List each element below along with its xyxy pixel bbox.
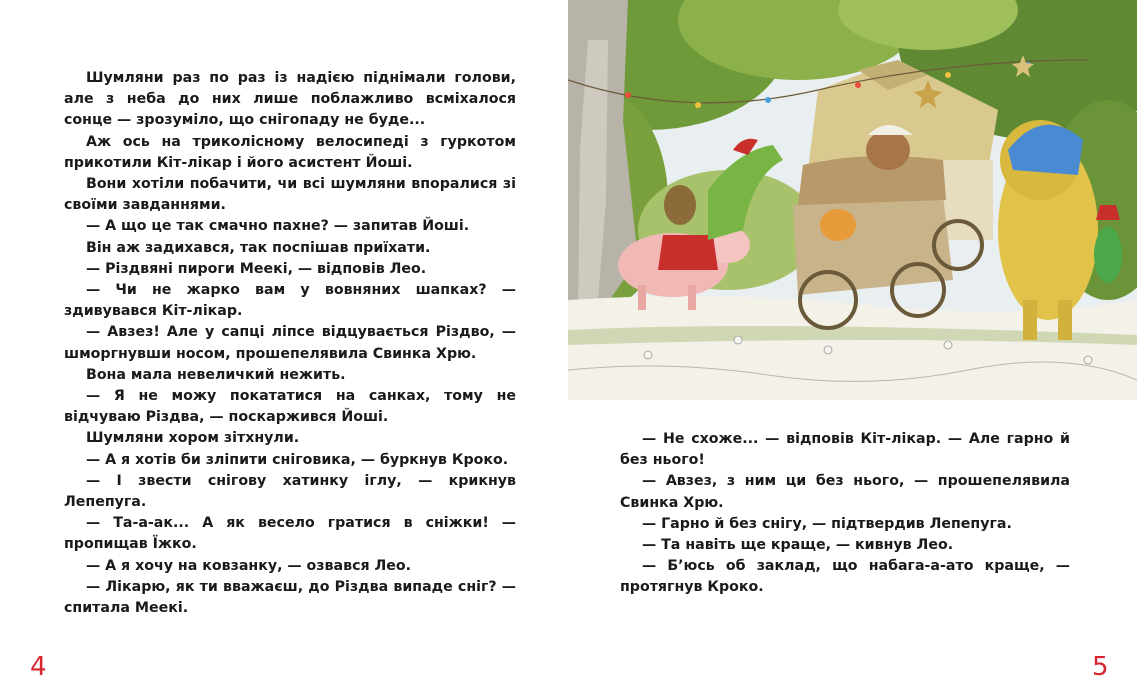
paragraph: Шумляни раз по раз із надією піднімали голови, але з неба до них лише поблажливо всміхалося сонце — зрозуміло, що снігопаду не буде... [64, 70, 516, 129]
paragraph: — Різдвяні пироги Меекі, — відповів Лео. [86, 260, 427, 277]
paragraph: — Гарно й без снігу, — підтвердив Лепепуга. [642, 515, 1012, 532]
paragraph: — Та-а-ак... А як весело гратися в сніжки! — пропищав Їжко. [64, 515, 516, 553]
paragraph: — Авзез! Але у сапці ліпсе відцувається Різдво, — шморгнувши носом, прошепелявила Свинка Хрю. [64, 324, 516, 362]
paragraph: Шумляни хором зітхнули. [86, 430, 300, 447]
paragraph: — А що це так смачно пахне? — запитав Йоші. [86, 218, 470, 235]
paragraph: Аж ось на триколісному велосипеді з гуркотом прикотили Кіт-лікар і його асистент Йоші. [64, 133, 516, 171]
paragraph: — Чи не жарко вам у вовняних шапках? — здивувався Кіт-лікар. [64, 282, 516, 320]
page-number-right: 5 [1092, 652, 1109, 682]
paragraph: — А я хочу на ковзанку, — озвався Лео. [86, 557, 412, 574]
right-page [568, 0, 1137, 700]
paragraph: — Та навіть ще краще, — кивнув Лео. [642, 537, 954, 554]
paragraph: Вона мала невеличкий нежить. [86, 366, 346, 383]
page-number-left: 4 [30, 652, 47, 682]
paragraph: — І звести снігову хатинку іглу, — крикнув Лепепуга. [64, 472, 516, 511]
paragraph: — А я хотів би зліпити сніговика, — буркнув Кроко. [86, 451, 509, 468]
paragraph: Він аж задихався, так поспішав приїхати. [86, 239, 431, 256]
paragraph: — Лікарю, як ти вважаєш, до Різдва випаде сніг? — спитала Меекі. [64, 578, 516, 617]
left-page [0, 0, 568, 700]
paragraph: — Не схоже... — відповів Кіт-лікар. — Але гарно й без нього! [620, 431, 1070, 469]
right-page-text [620, 429, 1070, 599]
paragraph: — Б’юсь об заклад, що набага-а-ато краще, — протягнув Кроко. [620, 558, 1070, 596]
left-page-text [64, 68, 516, 619]
paragraph: Вони хотіли побачити, чи всі шумляни впоралися зі своїми завданнями. [64, 176, 516, 214]
story-illustration [568, 0, 1137, 400]
paragraph: — Авзез, з ним ци без нього, — прошепелявила Свинка Хрю. [620, 473, 1070, 511]
paragraph: — Я не можу покататися на санках, тому не відчуваю Різдва, — поскаржився Йоші. [64, 388, 516, 426]
